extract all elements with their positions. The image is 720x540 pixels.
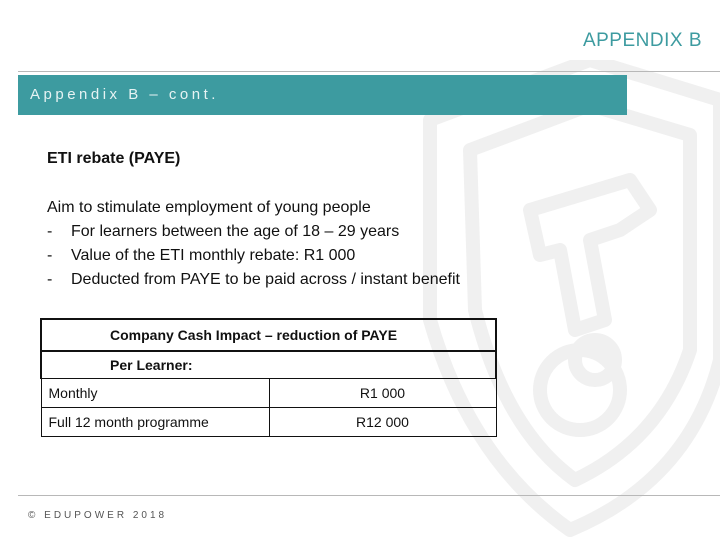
cash-impact-table: [40, 318, 497, 437]
aim-text: Aim to stimulate employment of young people: [47, 199, 371, 216]
bullet-text: Deducted from PAYE to be paid across / instant benefit: [71, 271, 460, 288]
bullet-item: - Value of the ETI monthly rebate: R1 000: [47, 247, 356, 264]
bullet-item: - Deducted from PAYE to be paid across / instant benefit: [47, 271, 460, 288]
table-row: [41, 379, 496, 408]
row-label: Full 12 month programme: [41, 408, 269, 437]
table-subheader-row: [41, 351, 496, 379]
row-value: R12 000: [269, 408, 496, 437]
table-header: Company Cash Impact – reduction of PAYE: [110, 327, 398, 343]
table-header-row: [41, 319, 496, 351]
appendix-title: APPENDIX B: [582, 30, 702, 51]
bullet-text: Value of the ETI monthly rebate: R1 000: [71, 247, 356, 264]
bullet-list: [47, 220, 460, 292]
row-value: R1 000: [269, 379, 496, 408]
table-subheader: Per Learner:: [41, 351, 496, 379]
bullet-text: For learners between the age of 18 – 29 years: [71, 223, 400, 240]
table-row: [41, 408, 496, 437]
section-title: ETI rebate (PAYE): [47, 150, 181, 167]
bullet-item: - For learners between the age of 18 – 29 years: [47, 223, 400, 240]
section-banner: [18, 75, 627, 115]
banner-text: Appendix B – cont.: [30, 86, 219, 103]
bottom-divider: [18, 495, 720, 496]
shield-watermark: [390, 60, 720, 540]
row-label: Monthly: [41, 379, 269, 408]
footer-copyright: © EDUPOWER 2018: [28, 510, 168, 521]
top-divider: [18, 71, 720, 72]
